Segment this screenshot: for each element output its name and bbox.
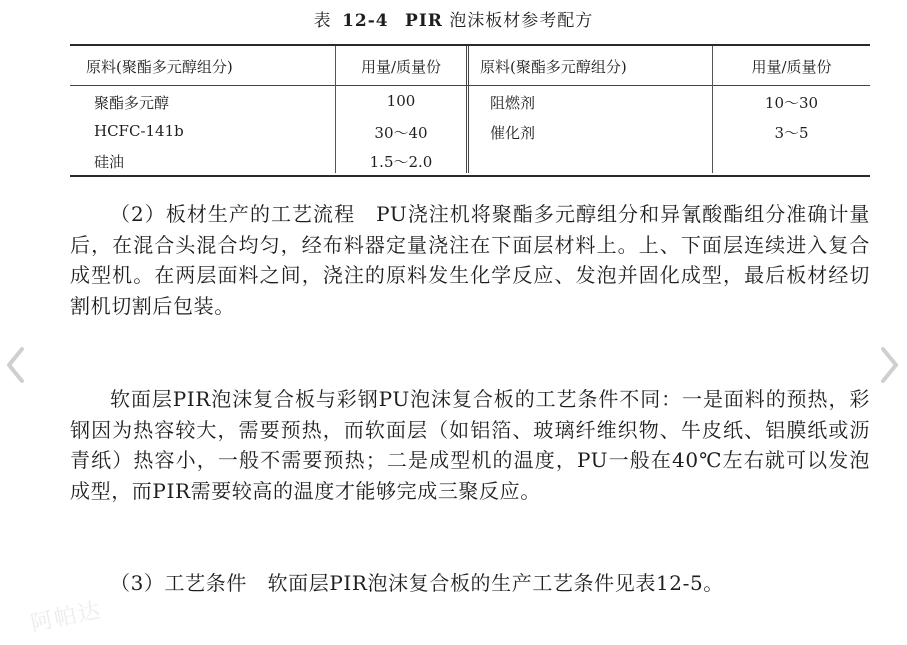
- caption-text: 泡沫板材参考配方: [449, 11, 594, 31]
- table-cell-amount: 100: [386, 92, 416, 110]
- paragraph-process-flow: （2）板材生产的工艺流程 PU浇注机将聚酯多元醇组分和异氰酸酯组分准确计量后，在混合头混合均匀，经布料器定量浇注在下面层材料上。上、下面层连续进入复合成型机。在两层面料之间，浇注的原料发生化学反应、发泡并固化成型，最后板材经切割机切割后包装。: [70, 202, 870, 318]
- table-cell-material: 硅油: [94, 153, 125, 171]
- table-cell-amount: 10～30: [764, 94, 819, 112]
- table-cell-material: HCFC-141b: [94, 122, 184, 140]
- table-cell-material: 阻燃剂: [490, 94, 536, 112]
- caption-pir: PIR: [405, 11, 443, 31]
- paragraph-conditions-ref: （3）工艺条件 软面层PIR泡沫复合板的生产工艺条件见表12-5。: [110, 571, 724, 595]
- table-cell-amount: 3～5: [774, 124, 809, 142]
- double-column-divider: [466, 46, 469, 173]
- table-cell-material: 聚酯多元醇: [94, 94, 170, 112]
- table-caption: [0, 6, 907, 31]
- paragraph-process-conditions: 软面层PIR泡沫复合板与彩钢PU泡沫复合板的工艺条件不同：一是面料的预热，彩钢因为热容较大，需要预热，而软面层（如铝箔、玻璃纤维织物、牛皮纸、铝膜纸或沥青纸）热容小，一般不需要预热；二是成型机的温度，PU一般在40℃左右就可以发泡成型，而PIR需要较高的温度才能够完成三聚反应。: [70, 387, 870, 503]
- header-material-right: 原料(聚酯多元醇组分): [480, 58, 627, 76]
- caption-label: 表: [313, 11, 332, 31]
- table-cell-amount: 1.5～2.0: [369, 153, 433, 171]
- chevron-right-icon[interactable]: [879, 345, 901, 385]
- chevron-left-icon[interactable]: [4, 345, 26, 385]
- header-divider: [70, 85, 870, 86]
- header-amount-left: 用量/质量份: [360, 58, 442, 76]
- formula-table: [70, 44, 870, 177]
- table-cell-material: 催化剂: [490, 124, 536, 142]
- caption-number: 12-4: [342, 11, 389, 31]
- watermark: 阿帕达: [28, 597, 105, 638]
- header-amount-right: 用量/质量份: [751, 58, 832, 76]
- table-cell-amount: 30～40: [374, 124, 428, 142]
- header-material-left: 原料(聚酯多元醇组分): [86, 58, 233, 76]
